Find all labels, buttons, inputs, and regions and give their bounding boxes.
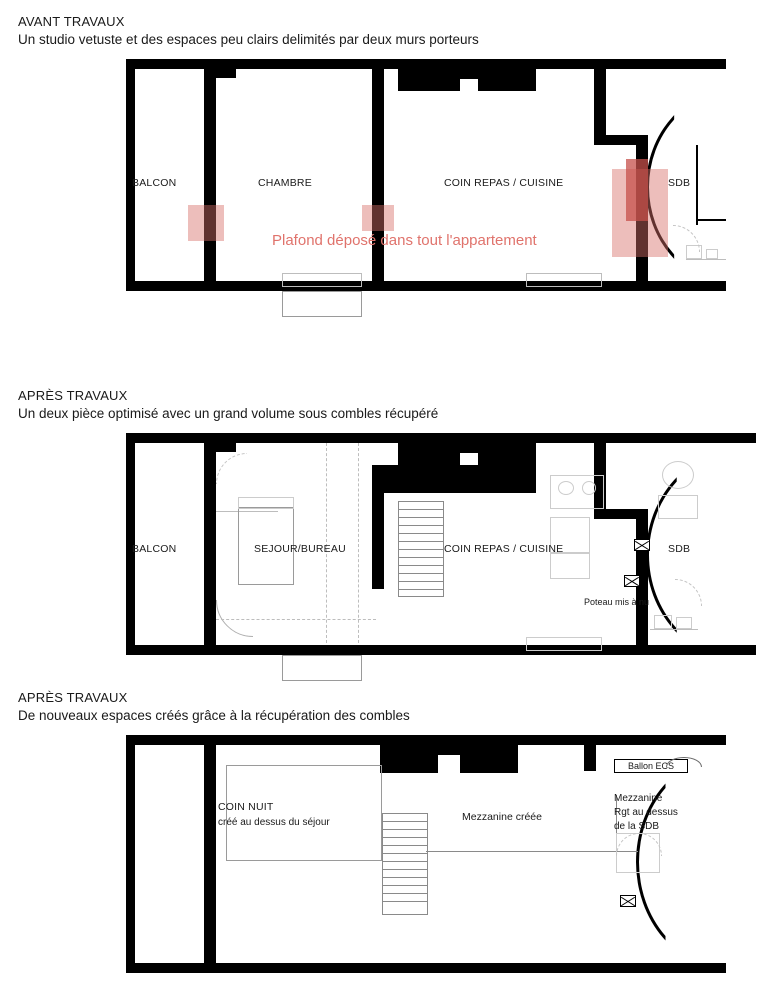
section-title: APRÈS TRAVAUX bbox=[18, 388, 128, 403]
dashed-guide-2 bbox=[358, 443, 359, 643]
stair-step bbox=[398, 557, 444, 558]
stair-step bbox=[398, 525, 444, 526]
coin-nuit-area bbox=[226, 765, 382, 861]
section-title: AVANT TRAVAUX bbox=[18, 14, 125, 29]
wall-porteur-1 bbox=[204, 745, 216, 973]
floor-plan-after-rdc bbox=[126, 433, 756, 673]
floor-plan-before bbox=[126, 59, 726, 324]
wall-hatch-bottom bbox=[126, 963, 726, 973]
stair-step bbox=[382, 877, 428, 878]
wall-sdb-right-thin bbox=[696, 145, 698, 225]
section-subtitle: Un deux pièce optimisé avec un grand volume sous combles récupéré bbox=[18, 406, 439, 421]
wall-hatch-top bbox=[126, 59, 726, 69]
section-avant-travaux bbox=[0, 14, 780, 324]
fixture-bath bbox=[658, 495, 698, 519]
stair-step bbox=[398, 509, 444, 510]
poteau-marker-2 bbox=[624, 575, 640, 587]
stair-step bbox=[398, 533, 444, 534]
stair-step bbox=[398, 581, 444, 582]
room-label-sdb: SDB bbox=[668, 543, 691, 555]
red-marker-4 bbox=[626, 159, 648, 221]
furniture-headboard bbox=[238, 497, 294, 509]
wall-balcony-head bbox=[216, 69, 236, 78]
stair-step bbox=[398, 541, 444, 542]
label-rgt-line3: de la SDB bbox=[614, 821, 660, 832]
stair-step bbox=[382, 829, 428, 830]
wall-porteur-1 bbox=[204, 69, 216, 291]
window-sill-2 bbox=[526, 273, 602, 287]
wall-step-top-1 bbox=[398, 443, 460, 465]
window-sill-1 bbox=[282, 273, 362, 287]
wall-step-top-1 bbox=[380, 745, 438, 773]
fixture-line-1 bbox=[650, 629, 698, 630]
balcony-box-bottom bbox=[282, 291, 362, 317]
poteau-marker bbox=[620, 895, 636, 907]
stair-step bbox=[382, 893, 428, 894]
wall-hatch-top bbox=[126, 735, 726, 745]
section-subtitle: De nouveaux espaces créés grâce à la récupération des combles bbox=[18, 708, 410, 723]
wall-step-top-2 bbox=[460, 443, 478, 453]
stair-step bbox=[398, 565, 444, 566]
label-rgt-line2: Rgt au dessus bbox=[614, 807, 678, 818]
wall-porteur-2 bbox=[372, 69, 384, 291]
stair-step bbox=[382, 845, 428, 846]
label-rgt-line1: Mezzanine bbox=[614, 793, 663, 804]
fixture-sink bbox=[706, 249, 718, 259]
wall-porteur-1 bbox=[204, 443, 216, 655]
window-sill-2 bbox=[526, 637, 602, 651]
wall-step-top-3 bbox=[478, 69, 536, 91]
wall-step-right bbox=[594, 135, 648, 145]
red-marker-2 bbox=[362, 205, 394, 231]
sdb-wall-segment bbox=[698, 219, 726, 221]
stair-step bbox=[382, 901, 428, 902]
stair-step bbox=[382, 861, 428, 862]
room-label-balcon: BALCON bbox=[132, 177, 177, 189]
room-label-chambre: CHAMBRE bbox=[258, 177, 312, 189]
wall-step-right bbox=[594, 509, 648, 519]
kitchen-unit-2 bbox=[550, 553, 590, 579]
section-title: APRÈS TRAVAUX bbox=[18, 690, 128, 705]
wall-porteur-2-partial bbox=[372, 493, 384, 589]
room-label-cuisine: COIN REPAS / CUISINE bbox=[444, 543, 564, 555]
wall-step-top-2 bbox=[438, 745, 460, 755]
wall-hatch-bottom bbox=[126, 281, 726, 291]
ballon-ecs-box: Ballon ECS bbox=[614, 759, 688, 773]
stair-step bbox=[382, 869, 428, 870]
kitchen-counter bbox=[550, 475, 604, 509]
mezzanine-edge-line bbox=[426, 851, 638, 852]
label-coin-nuit-sub: créé au dessus du séjour bbox=[218, 817, 330, 828]
poteau-marker-1 bbox=[634, 539, 650, 551]
label-mezzanine: Mezzanine créée bbox=[462, 811, 542, 823]
stair-step bbox=[382, 853, 428, 854]
section-apres-travaux-rdc bbox=[0, 388, 780, 673]
wall-step-top-3 bbox=[478, 443, 536, 465]
room-label-sdb: SDB bbox=[668, 177, 691, 189]
wall-hatch-top bbox=[126, 433, 756, 443]
fixture-line-1 bbox=[686, 259, 726, 260]
dashed-guide-3 bbox=[216, 619, 376, 620]
red-marker-1 bbox=[188, 205, 224, 241]
wall-balcony-head bbox=[216, 443, 236, 452]
stair-step bbox=[398, 517, 444, 518]
annotation-plafond: Plafond déposé dans tout l'appartement bbox=[272, 232, 537, 249]
stair-step bbox=[398, 549, 444, 550]
room-label-balcon: BALCON bbox=[132, 543, 177, 555]
wall-step-top-3 bbox=[460, 745, 518, 773]
wall-vertical-right-upper bbox=[594, 69, 606, 145]
floor-plan-combles bbox=[126, 735, 726, 975]
wall-left bbox=[126, 59, 135, 291]
wall-vertical-right-upper bbox=[584, 745, 596, 771]
label-coin-nuit: COIN NUIT bbox=[218, 801, 274, 813]
balcony-box-bottom bbox=[282, 655, 362, 681]
fixture-sink bbox=[654, 615, 672, 629]
stair-step bbox=[398, 589, 444, 590]
fixture-wc-bowl bbox=[662, 461, 694, 489]
kitchen-hob-1 bbox=[558, 481, 574, 495]
stair-step bbox=[398, 573, 444, 574]
stair-step bbox=[382, 837, 428, 838]
room-label-sejour: SEJOUR/BUREAU bbox=[254, 543, 346, 555]
wall-left bbox=[126, 735, 135, 973]
section-subtitle: Un studio vetuste et des espaces peu clairs delimités par deux murs porteurs bbox=[18, 32, 479, 47]
wall-beam-upper bbox=[372, 465, 536, 493]
wall-hatch-bottom bbox=[126, 645, 756, 655]
wall-step-top-2 bbox=[460, 69, 478, 79]
stair-step bbox=[382, 821, 428, 822]
kitchen-hob-2 bbox=[582, 481, 596, 495]
section-apres-travaux-combles bbox=[0, 690, 780, 975]
stair-step bbox=[382, 885, 428, 886]
wall-step-top-1 bbox=[398, 69, 460, 91]
room-label-cuisine: COIN REPAS / CUISINE bbox=[444, 177, 564, 189]
annotation-poteau: Poteau mis à nu bbox=[584, 597, 650, 607]
fixture-sink-2 bbox=[676, 617, 692, 629]
